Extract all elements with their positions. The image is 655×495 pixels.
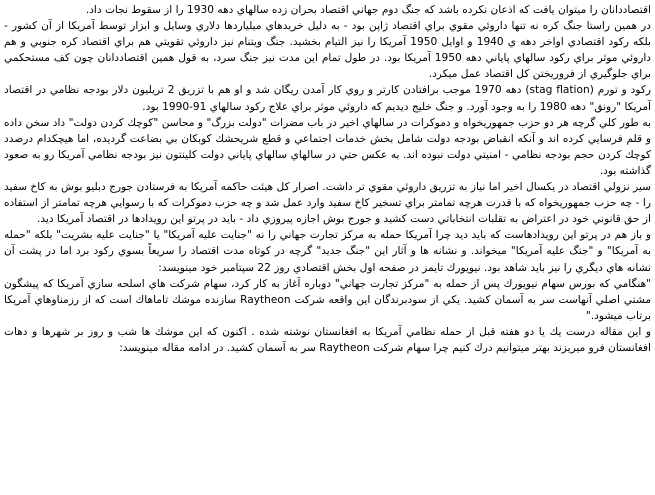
paragraph-1: اقتصاددانان را ميتوان يافت كه اذعان نكرده باشد كه جنگ دوم جهاني اقتصاد بحران زده سالهاي دهه 1930 را از سقوط نجات داد. xyxy=(85,4,651,16)
article-body xyxy=(4,2,651,356)
paragraph-8: و اين مقاله درست يك يا دو هفته قبل از حمله نظامي آمريكا به افغانستان نوشته شده . اكنون كه اين موشك ها شب و روز بر شهرها و دهات افغانستان فرو ميريزند بهتر ميتوانيم درك كنيم چرا سهام شركت Raytheon سر به آسمان كشيد. در ادامه مقاله مينويسد: xyxy=(4,325,651,354)
paragraph-2: در همين راستا جنگ كره نه تنها داروئي مقوي براي اقتصاد ژاپن بود - به دليل خريدهاي ميلياردها دلاري وسايل و ابزار توسط آمريكا از آن كشور - بلكه ركود اقتصادي اواخر دهه ي 1940 و اوايل 1950 آمريكا را نيز التيام بخشيد. جنگ ويتنام نيز داروئي تقويتي هم براي اقتصاد كره جنوبي و هم داروئي موثر براي ركود سالهاي پاياني دهه 1950 آمريكا بود. در طول تمام اين مدت نيز جنگ سرد، به قول همين اقتصاددانان چون كف مستحكمي براي جلوگيري از فروريختن كل اقتصاد عمل ميكرد. xyxy=(4,20,651,81)
paragraph-7: "هنگامي كه بورس سهام نيويورك پس از حمله به "مركز تجارت جهاني" دوباره آغاز به كار كرد، سهام شركت هاي اسلحه سازي آمريكا كه پيشگون مشتي اصلي آنهاست سر به آسمان كشيد. يكي از سودبرندگان اين واقعه شركت Raytheon سازنده موشك تاماهاك است كه از رزمناوهاي آمريكا برتاب ميشود." xyxy=(4,277,651,322)
paragraph-5: سير نزولي اقتصاد در يكسال اخير اما نياز به تزريق داروئي مقوي تر داشت. اصرار كل هيئت حاكمه آمريكا به فرستادن جورج دبليو بوش به كاخ سفيد را - چه حزب جمهوريخواه كه با قدرت هرچه تمامتر براي تسخير كاخ سفيد وارد عمل شد و چه حزب دموكرات كه با رسوايي هرچه تمامتر از استفاده از حق قانوني خود در اعتراض به تقلبات انتخاباتي دست كشيد و جورج بوش اجازه پيروزي داد - بايد در پرتو اين رويدادها در اقتصاد آمريكا ديد. xyxy=(4,181,651,226)
paragraph-4: به طور كلي گرچه هر دو حزب جمهوريخواه و دموكرات در سالهاي اخير در باب مضرات "دولت بزرگ" و محاسن "كوچك كردن دولت" داد سخن داده و قلم فرسايي كرده اند و آنكه انقباض بودجه دولت شامل بخش خدمات اجتماعي و قطع شريحشك كوبكان بي بضاعت گرديده، اما هيچكدام درصدد كوچك كردن حجم بودجه نظامي - امنيتي دولت نبوده اند. به عكس حتي در سالهاي سالهاي پاياني دولت كلينتون نيز بودجه نظامي آمريكا رو به صعود گذاشته بود. xyxy=(4,116,651,177)
paragraph-6: و باز هم در پرتو اين رويدادهاست كه بايد ديد چرا آمريكا حمله به مركز تجارت جهاني را نه "جنايت عليه آمريكا" يا "جنايت عليه بشريت" بلكه "حمله به آمريكا" و "جنگ عليه آمريكا" ميخواند. و نشانه ها و آثار اين "جنگ جديد" گرچه در كوتاه مدت اقتصاد را سريعاً بسوي ركود برد اما در پشت آن نشانه هاي ديگري را نيز بايد شاهد بود. نيويورك تايمز در صفحه اول بخش اقتصادي روز 22 سپتامبر خود مينويسد: xyxy=(4,229,651,274)
paragraph-3: ركود و تورم (stag flation) دهه 1970 موجب برافتادن كارتر و روي كار آمدن ريگان شد و او هم با تزريق 2 تريليون دلار بودجه نظامي در اقتصاد آمريكا "رونق" دهه 1980 را به وجود آورد. و جنگ خليج ديديم كه داروئي موثر براي علاج ركود سالهاي 91-1990 بود. xyxy=(4,84,652,113)
